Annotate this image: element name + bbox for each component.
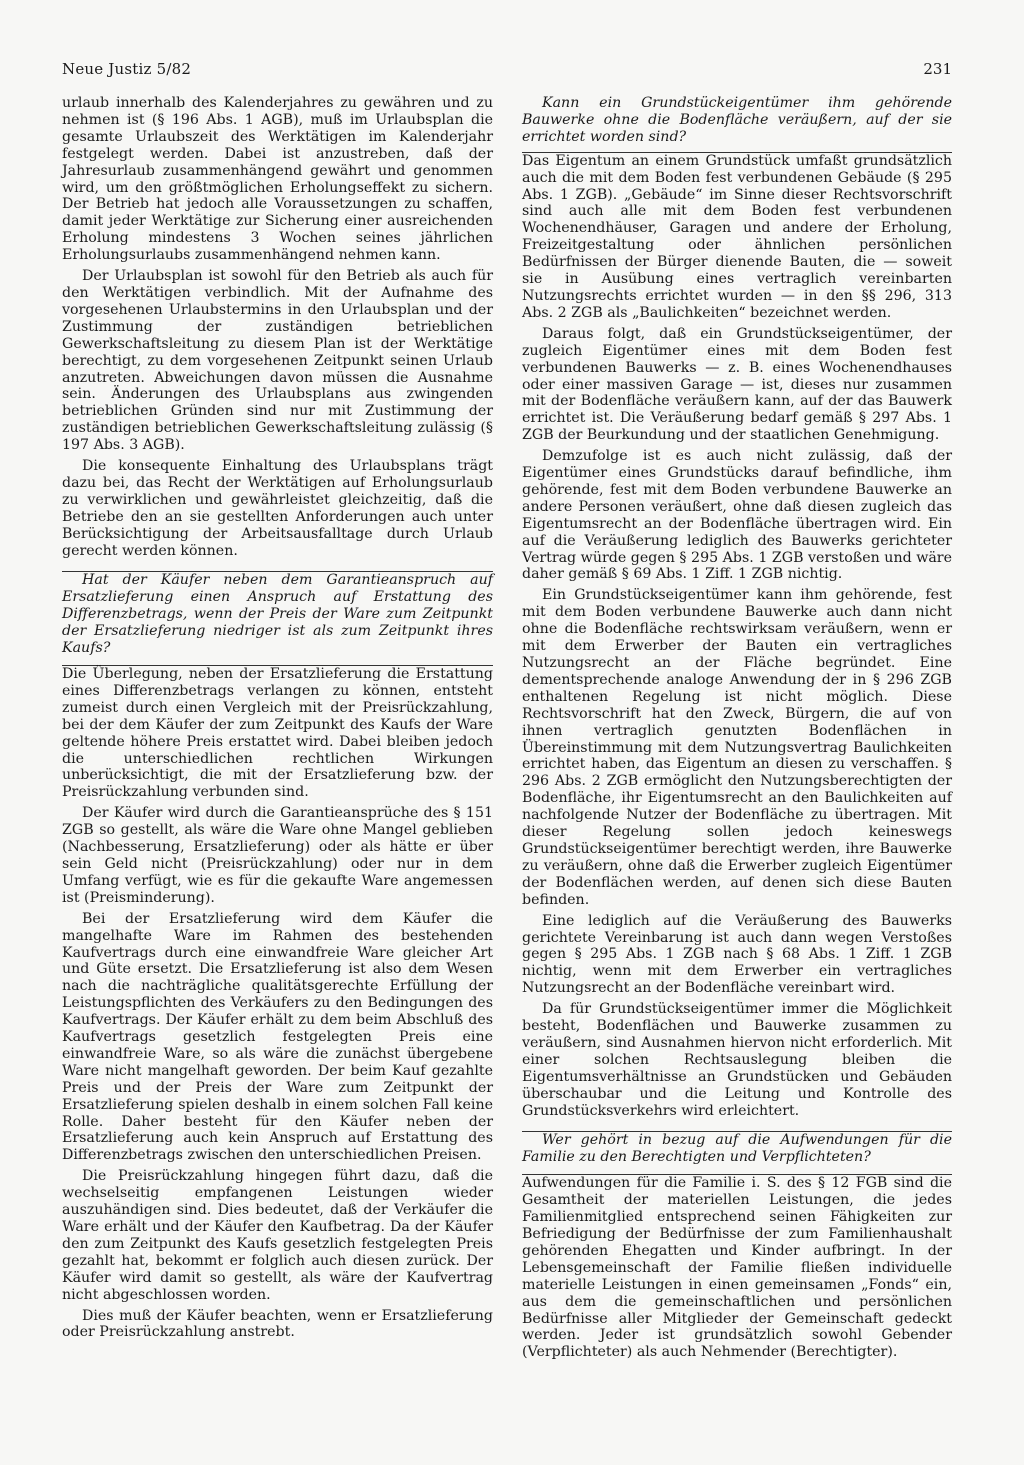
paragraph: Aufwendungen für die Familie i. S. des § 12 FGB sind die Gesamtheit der materiellen Leistungen, die jedes Familienmitglied entsprechend seinen Fähigkeiten zur Befriedigung der Bedürfnisse der zum Familienhaushalt gehörenden Ehegatten und Kinder aufbringt. In der Lebensgemeinschaft der Familie fließen individuelle materielle Leistungen in einen gemeinsamen „Fonds“ ein, aus dem die gemeinschaftlichen und persönlichen Bedürfnisse aller Mitglieder der Gemeinschaft gedeckt werden. Jeder ist grundsätzlich sowohl Gebender (Verpflichteter) als auch Nehmender (Berechtigter). (522, 1175, 952, 1361)
paragraph: Der Urlaubsplan ist sowohl für den Betrieb als auch für den Werktätigen verbindlich. Mit der Aufnahme des vorgesehenen Urlaubstermins in den Urlaubsplan und der Zustimmung der zuständigen betrieblichen Gewerkschaftsleitung zu diesem Plan ist der Werktätige berechtigt, zu dem vorgesehenen Zeitpunkt seinen Urlaub anzutreten. Abweichungen davon müssen die Ausnahme sein. Änderungen des Urlaubsplans aus zwingenden betrieblichen Gründen sind nur mit Zustimmung der zuständigen betrieblichen Gewerkschaftsleitung zulässig (§ 197 Abs. 3 AGB). (62, 268, 493, 454)
paragraph: Die konsequente Einhaltung des Urlaubsplans trägt dazu bei, das Recht der Werktätigen auf Erholungsurlaub zu verwirklichen und gewährleistet gleichzeitig, daß die Betriebe den an sie gestellten Anforderungen auch unter Berücksichtigung der Arbeitsausfalltage durch Urlaub gerecht werden können. (62, 458, 493, 559)
question-heading: Wer gehört in bezug auf die Aufwendungen für die Familie zu den Berechtigten und Verpflichteten? (522, 1132, 952, 1166)
paragraph: Eine lediglich auf die Veräußerung des Bauwerks gerichtete Vereinbarung ist auch dann wegen Verstoßes gegen § 295 Abs. 1 ZGB nach § 68 Abs. 1 Ziff. 1 ZGB nichtig, wenn mit dem Erwerber ein vertragliches Nutzungsrecht an der Bodenfläche vereinbart wird. (522, 912, 952, 997)
question-heading: Hat der Käufer neben dem Garantieanspruch auf Ersatzlieferung einen Anspruch auf Erstattung des Differenzbetrags, wenn der Preis der Ware zum Zeitpunkt der Ersatzlieferung niedriger ist als zum Zeitpunkt ihres Kaufs? (62, 572, 493, 657)
paragraph: Demzufolge ist es auch nicht zulässig, daß der Eigentümer eines Grundstücks darauf befindliche, ihm gehörende, fest mit dem Boden verbundene Bauwerke an andere Personen veräußert, ohne daß diesen zugleich das Eigentumsrecht an der Bodenfläche übertragen wird. Ein auf die Veräußerung lediglich des Bauwerks gerichteter Vertrag würde gegen § 295 Abs. 1 ZGB verstoßen und wäre daher gemäß § 69 Abs. 1 Ziff. 1 ZGB nichtig. (522, 448, 952, 583)
paragraph: Daraus folgt, daß ein Grundstückseigentümer, der zugleich Eigentümer eines mit dem Boden fest verbundenen Bauwerks — z. B. eines Wochenendhauses oder einer massiven Garage — ist, dieses nur zusammen mit der Bodenfläche veräußern kann, auf der das Bauwerk errichtet ist. Die Veräußerung bedarf gemäß § 297 Abs. 1 ZGB der Beurkundung und der staatlichen Genehmigung. (522, 325, 952, 444)
paragraph: Die Überlegung, neben der Ersatzlieferung die Erstattung eines Differenzbetrags verlangen zu können, entsteht zumeist durch einen Vergleich mit der Preisrückzahlung, bei der dem Käufer der zum Zeitpunkt des Kaufs der Ware geltende höhere Preis erstattet wird. Dabei bleiben jedoch die unterschiedlichen rechtlichen Wirkungen unberücksichtigt, die mit der Ersatzlieferung bzw. der Preisrückzahlung verbunden sind. (62, 666, 493, 801)
paragraph: urlaub innerhalb des Kalenderjahres zu gewähren und zu nehmen ist (§ 196 Abs. 1 AGB), muß im Urlaubsplan die gesamte Urlaubszeit des Werktätigen im Kalenderjahr festgelegt werden. Dabei ist anzustreben, daß der Jahresurlaub zusammenhängend gewährt und genommen wird, um den größtmöglichen Erholungseffekt zu sichern. Der Betrieb hat jedoch alle Voraussetzungen zu schaffen, damit jeder Werktätige zur Sicherung einer ausreichenden Erholung mindestens 3 Wochen seines jährlichen Erholungsurlaubs zusammenhängend nehmen kann. (62, 95, 493, 264)
paragraph: Da für Grundstückseigentümer immer die Möglichkeit besteht, Bodenflächen und Bauwerke zusammen zu veräußern, sind Ausnahmen hiervon nicht erforderlich. Mit einer solchen Rechtsauslegung bleiben die Eigentumsverhältnisse an Grundstücken und Gebäuden überschaubar und die Leitung und Kontrolle des Grundstücksverkehrs wird erleichtert. (522, 1001, 952, 1119)
right-column (522, 95, 952, 1361)
question-heading: Kann ein Grundstückeigentümer ihm gehörende Bauwerke ohne die Bodenfläche veräußern, auf der sie errichtet worden sind? (522, 95, 952, 145)
paragraph: Der Käufer wird durch die Garantieansprüche des § 151 ZGB so gestellt, als wäre die Ware ohne Mangel geblieben (Nachbesserung, Ersatzlieferung) oder als hätte er über sein Geld nicht (Preisrückzahlung) oder nur in dem Umfang verfügt, wie es für die gekaufte Ware angemessen ist (Preisminderung). (62, 805, 493, 906)
paragraph: Ein Grundstückseigentümer kann ihm gehörende, fest mit dem Boden verbundene Bauwerke auch dann nicht ohne die Bodenfläche rechtswirksam veräußern, wenn er mit dem Erwerber der Bauten ein vertragliches Nutzungsrecht an der Fläche begründet. Eine dementsprechende analoge Anwendung der in § 296 ZGB enthaltenen Regelung ist nicht möglich. Diese Rechtsvorschrift hat den Zweck, Bürgern, die auf von ihnen vertraglich genutzten Bodenflächen in Übereinstimmung mit dem Nutzungsvertrag Baulichkeiten errichtet haben, das Eigentum an diesen zu verschaffen. § 296 Abs. 2 ZGB ermöglicht den Nutzungsberechtigten der Bodenfläche, ihr Eigentumsrecht an den Baulichkeiten auf nachfolgende Nutzer der Bodenfläche zu übertragen. Mit dieser Regelung sollen jedoch keineswegs Grundstückseigentümer berechtigt werden, ihre Bauwerke zu veräußern, ohne daß die Erwerber zugleich Eigentümer der Bodenflächen werden, auf denen sich diese Bauten befinden. (522, 587, 952, 908)
page-number: 231 (923, 60, 952, 78)
left-column (62, 95, 493, 1341)
paragraph: Bei der Ersatzlieferung wird dem Käufer die mangelhafte Ware im Rahmen des bestehenden Kaufvertrags durch eine einwandfreie Ware gleicher Art und Güte ersetzt. Die Ersatzlieferung ist also dem Wesen nach die nachträgliche qualitätsgerechte Erfüllung der Leistungspflichten des Verkäufers zu den Bedingungen des Kaufvertrags. Der Käufer erhält zu dem beim Abschluß des Kaufvertrags gesetzlich festgelegten Preis eine einwandfreie Ware, so als wäre die zunächst übergebene Ware nicht mangelhaft geworden. Der beim Kauf gezahlte Preis und der Preis der Ware zum Zeitpunkt der Ersatzlieferung spielen deshalb in einem solchen Fall keine Rolle. Daher besteht für den Käufer neben der Ersatzlieferung auch kein Anspruch auf Erstattung des Differenzbetrags zwischen den unterschiedlichen Preisen. (62, 910, 493, 1164)
paragraph: Das Eigentum an einem Grundstück umfaßt grundsätzlich auch die mit dem Boden fest verbundenen Gebäude (§ 295 Abs. 1 ZGB). „Gebäude“ im Sinne dieser Rechtsvorschrift sind auch alle mit dem Boden fest verbundenen Wochenendhäuser, Garagen und andere der Erholung, Freizeitgestaltung oder ähnlichen persönlichen Bedürfnissen der Bürger dienende Bauten, die — soweit sie in Ausübung eines vertraglich vereinbarten Nutzungsrechts errichtet wurden — in den §§ 296, 313 Abs. 2 ZGB als „Baulichkeiten“ bezeichnet werden. (522, 152, 952, 321)
paragraph: Die Preisrückzahlung hingegen führt dazu, daß die wechselseitig empfangenen Leistungen wieder auszuhändigen sind. Dies bedeutet, daß der Verkäufer die Ware erhält und der Käufer den Kaufbetrag. Da der Käufer den zum Zeitpunkt des Kaufs gesetzlich festgelegten Preis gezahlt hat, bekommt er folglich auch diesen zurück. Der Käufer wird damit so gestellt, als wäre der Kaufvertrag nicht abgeschlossen worden. (62, 1168, 493, 1303)
paragraph: Dies muß der Käufer beachten, wenn er Ersatzlieferung oder Preisrückzahlung anstrebt. (62, 1307, 493, 1341)
page-header (62, 60, 952, 84)
journal-title: Neue Justiz 5/82 (62, 60, 192, 78)
